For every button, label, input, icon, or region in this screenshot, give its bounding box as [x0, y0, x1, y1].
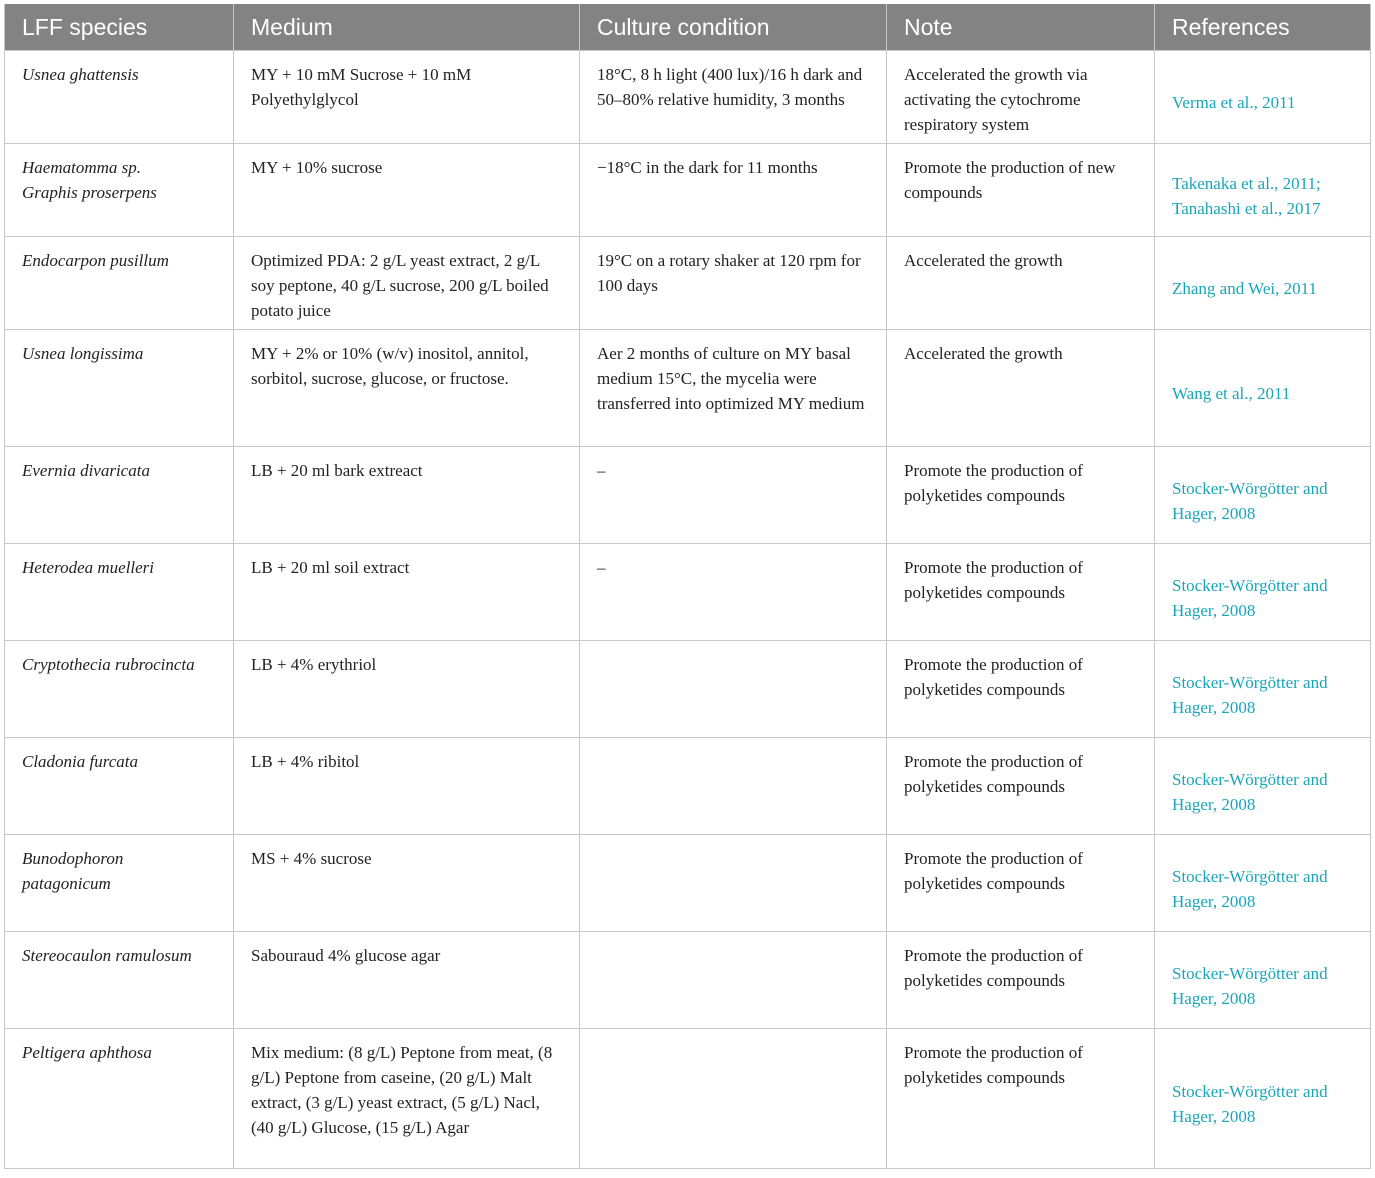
header-references: References	[1155, 4, 1371, 51]
header-note: Note	[887, 4, 1155, 51]
cell-species	[5, 51, 234, 144]
cell-note: Promote the production of polyketides compounds	[887, 544, 1155, 641]
cell-note: Promote the production of polyketides compounds	[887, 447, 1155, 544]
cell-medium: MY + 10 mM Sucrose + 10 mM Polyethylglycol	[234, 51, 580, 144]
cell-medium: MS + 4% sucrose	[234, 835, 580, 932]
reference-link[interactable]: Takenaka et al., 2011;	[1172, 173, 1321, 193]
cell-species	[5, 144, 234, 237]
cell-note: Accelerated the growth via activating the cytochrome respiratory system	[887, 51, 1155, 144]
cell-species	[5, 237, 234, 330]
cell-species	[5, 447, 234, 544]
species-name: Evernia divaricata	[22, 461, 150, 480]
cell-references	[1155, 738, 1371, 835]
cell-culture-condition: −18°C in the dark for 11 months	[580, 144, 887, 237]
cell-references	[1155, 237, 1371, 330]
table-row	[5, 447, 1371, 544]
table-row	[5, 738, 1371, 835]
species-name: Cladonia furcata	[22, 752, 139, 771]
species-name: Heterodea muelleri	[22, 558, 155, 577]
table-row	[5, 932, 1371, 1029]
reference-link[interactable]: Tanahashi et al., 2017	[1172, 198, 1321, 218]
header-culture-condition: Culture condition	[580, 4, 887, 51]
reference-link[interactable]: Stocker-Wörgötter and Hager, 2008	[1172, 1082, 1328, 1126]
reference-link[interactable]: Stocker-Wörgötter and Hager, 2008	[1172, 575, 1328, 620]
table-row	[5, 144, 1371, 237]
species-name: Usnea longissima	[22, 344, 144, 363]
cell-medium: Mix medium: (8 g/L) Peptone from meat, (8 g/L) Peptone from caseine, (20 g/L) Malt extract, (3 g/L) yeast extract, (5 g/L) Nacl, (40 g/L) Glucose, (15 g/L) Agar	[234, 1029, 580, 1169]
cell-species	[5, 544, 234, 641]
cell-medium: MY + 10% sucrose	[234, 144, 580, 237]
cell-culture-condition	[580, 932, 887, 1029]
species-name: Bunodophoron patagonicum	[22, 849, 124, 893]
cell-medium: MY + 2% or 10% (w/v) inositol, annitol, sorbitol, sucrose, glucose, or fructose.	[234, 330, 580, 447]
cell-references	[1155, 641, 1371, 738]
species-name: Peltigera aphthosa	[22, 1043, 152, 1062]
cell-references	[1155, 447, 1371, 544]
reference-link[interactable]: Stocker-Wörgötter and Hager, 2008	[1172, 672, 1328, 717]
cell-medium: Sabouraud 4% glucose agar	[234, 932, 580, 1029]
table-row	[5, 1029, 1371, 1169]
cell-note: Promote the production of polyketides compounds	[887, 738, 1155, 835]
species-name: Haematomma sp.	[22, 158, 141, 177]
cell-culture-condition: 19°C on a rotary shaker at 120 rpm for 100 days	[580, 237, 887, 330]
cell-culture-condition: –	[580, 544, 887, 641]
cell-references	[1155, 544, 1371, 641]
cell-medium: LB + 20 ml soil extract	[234, 544, 580, 641]
table-row	[5, 641, 1371, 738]
table-row	[5, 237, 1371, 330]
table-row	[5, 330, 1371, 447]
cell-culture-condition: –	[580, 447, 887, 544]
cell-culture-condition	[580, 738, 887, 835]
cell-culture-condition: Aer 2 months of culture on MY basal medium 15°C, the mycelia were transferred into optimized MY medium	[580, 330, 887, 447]
cell-note: Promote the production of polyketides compounds	[887, 1029, 1155, 1169]
cell-references	[1155, 835, 1371, 932]
species-name: Cryptothecia rubrocincta	[22, 655, 195, 674]
cell-references	[1155, 932, 1371, 1029]
reference-link[interactable]: Stocker-Wörgötter and Hager, 2008	[1172, 866, 1328, 911]
cell-medium: LB + 4% erythriol	[234, 641, 580, 738]
cell-note: Accelerated the growth	[887, 237, 1155, 330]
reference-link[interactable]: Stocker-Wörgötter and Hager, 2008	[1172, 769, 1328, 814]
table-header	[5, 4, 1371, 51]
cell-species	[5, 1029, 234, 1169]
cell-note: Accelerated the growth	[887, 330, 1155, 447]
table-row	[5, 51, 1371, 144]
reference-link[interactable]: Stocker-Wörgötter and Hager, 2008	[1172, 478, 1328, 523]
cell-species	[5, 738, 234, 835]
cell-species	[5, 641, 234, 738]
cell-species	[5, 835, 234, 932]
cell-references	[1155, 330, 1371, 447]
header-medium: Medium	[234, 4, 580, 51]
cell-medium: LB + 20 ml bark extreact	[234, 447, 580, 544]
cell-medium: LB + 4% ribitol	[234, 738, 580, 835]
cell-medium: Optimized PDA: 2 g/L yeast extract, 2 g/L soy peptone, 40 g/L sucrose, 200 g/L boiled potato juice	[234, 237, 580, 330]
cell-culture-condition	[580, 1029, 887, 1169]
cell-culture-condition: 18°C, 8 h light (400 lux)/16 h dark and 50–80% relative humidity, 3 months	[580, 51, 887, 144]
species-name: Graphis proserpens	[22, 183, 157, 202]
cell-references	[1155, 144, 1371, 237]
cell-culture-condition	[580, 641, 887, 738]
table-body	[5, 51, 1371, 1169]
cell-references	[1155, 51, 1371, 144]
reference-link[interactable]: Stocker-Wörgötter and Hager, 2008	[1172, 963, 1328, 1008]
header-species: LFF species	[5, 4, 234, 51]
cell-note: Promote the production of polyketides compounds	[887, 835, 1155, 932]
cell-note: Promote the production of polyketides compounds	[887, 641, 1155, 738]
cell-note: Promote the production of new compounds	[887, 144, 1155, 237]
reference-link[interactable]: Zhang and Wei, 2011	[1172, 279, 1317, 298]
cell-references	[1155, 1029, 1371, 1169]
species-name: Endocarpon pusillum	[22, 251, 169, 270]
cell-culture-condition	[580, 835, 887, 932]
table-row	[5, 544, 1371, 641]
species-name: Stereocaulon ramulosum	[22, 946, 192, 965]
table-row	[5, 835, 1371, 932]
cell-note: Promote the production of polyketides compounds	[887, 932, 1155, 1029]
table-container	[4, 4, 1370, 1169]
cell-species	[5, 330, 234, 447]
culture-table	[4, 4, 1371, 1169]
reference-link[interactable]: Wang et al., 2011	[1172, 384, 1291, 403]
header-row	[5, 4, 1371, 51]
reference-link[interactable]: Verma et al., 2011	[1172, 93, 1296, 112]
species-name: Usnea ghattensis	[22, 65, 139, 84]
cell-species	[5, 932, 234, 1029]
